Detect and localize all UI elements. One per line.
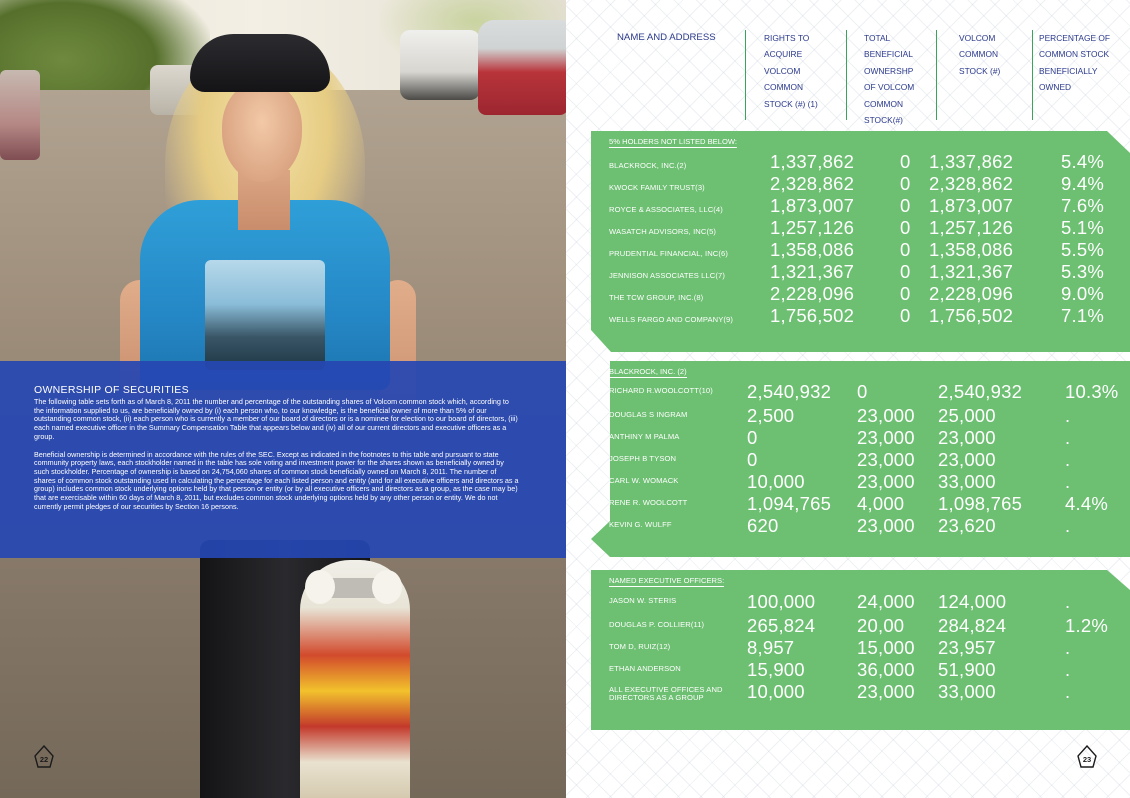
holder-row-value: 0 — [900, 195, 911, 216]
officer-row-value: 20,00 — [857, 615, 905, 636]
director-row-value: 33,000 — [938, 471, 996, 492]
holder-row-value: 2,228,096 — [770, 283, 855, 304]
holder-row-name: BLACKROCK, INC.(2) — [609, 161, 687, 170]
director-row-value: 4.4% — [1065, 493, 1108, 514]
director-row-value: . — [1065, 449, 1071, 470]
header-line: ACQUIRE — [764, 49, 803, 60]
holder-row-name: WELLS FARGO AND COMPANY(9) — [609, 315, 733, 324]
ownership-heading: OWNERSHIP OF SECURITIES — [34, 384, 189, 396]
director-row-value: 2,540,932 — [747, 381, 832, 402]
header-line: COMMON — [864, 98, 904, 109]
officer-row-value: 23,957 — [938, 637, 996, 658]
column-header-percent — [1039, 30, 1129, 96]
header-line: COMMON STOCK — [1039, 49, 1110, 60]
holder-row-value: 1,321,367 — [770, 261, 855, 282]
skateboard-wheel — [372, 570, 402, 604]
holder-row-value: 0 — [900, 239, 911, 260]
director-row-value: . — [1065, 427, 1071, 448]
ownership-paragraph: Beneficial ownership is determined in accordance with the rules of the SEC. Except as indicated in the footnotes to this table and pursuant to state community property laws, each stockholder named in the table has sole voting and investment power for the shares shown as beneficially owned by such stockholder. Percentage of ownership is based on 24,754,060 shares of common stock beneficially owned on March 8, 2011. The number of shares of common stock outstanding used in calculating the percentage for each listed person and entity (and for all executive officers and directors as a group) includes common stock underlying options held by that person or entity (or by all executive officers and directors as a group, as the case may be) that are exercisable within 60 days of March 8, 2011, but excludes common stock underlying options held by any other person or entity. We do not currently permit pledges of our securities by Section 16 persons. — [34, 449, 519, 511]
header-line: RIGHTS TO — [764, 33, 810, 43]
holder-row-name: KWOCK FAMILY TRUST(3) — [609, 183, 705, 192]
column-header-name: NAME AND ADDRESS — [617, 32, 716, 43]
header-line: BENEFICIALLY — [1039, 65, 1098, 76]
director-row-name: ANTHINY M PALMA — [609, 432, 680, 441]
holder-row-name: THE TCW GROUP, INC.(8) — [609, 293, 704, 302]
header-line: OWNERSHP — [864, 65, 914, 76]
skateboard-wheel — [305, 570, 335, 604]
holder-row-value: 1,873,007 — [929, 195, 1014, 216]
section-title: NAMED EXECUTIVE OFFICERS: — [609, 576, 725, 585]
header-line: VOLCOM — [959, 33, 996, 43]
holder-row-value: 0 — [900, 283, 911, 304]
column-divider — [1032, 30, 1033, 120]
director-row-value: 10,000 — [747, 471, 805, 492]
director-row-value: 4,000 — [857, 493, 905, 514]
officer-row-value: . — [1065, 637, 1071, 658]
holder-row-value: 0 — [900, 217, 911, 238]
officer-row-value: 15,900 — [747, 659, 805, 680]
header-line: COMMON — [959, 49, 999, 60]
holder-row-value: 1,337,862 — [929, 151, 1014, 172]
photo-car-red — [478, 20, 566, 115]
director-row-name: RICHARD R.WOOLCOTT(10) — [609, 386, 713, 395]
officer-row-value: 8,957 — [747, 637, 795, 658]
section-title: BLACKROCK, INC. (2) — [609, 367, 687, 376]
holder-row-value: 2,328,862 — [929, 173, 1014, 194]
director-row-value: 1,094,765 — [747, 493, 832, 514]
director-row-name: JOSEPH B TYSON — [609, 454, 677, 463]
holder-row-value: 2,228,096 — [929, 283, 1014, 304]
holder-row-value: 0 — [900, 305, 911, 326]
skater-hat — [190, 34, 330, 92]
page-number-right — [1077, 745, 1097, 769]
column-divider — [745, 30, 746, 120]
director-row-name: DOUGLAS S INGRAM — [609, 410, 688, 419]
section-title: 5% HOLDERS NOT LISTED BELOW: — [609, 137, 738, 146]
director-row-value: 23,000 — [938, 449, 996, 470]
holder-row-name: JENNISON ASSOCIATES LLC(7) — [609, 271, 725, 280]
header-line: STOCK (#) — [959, 65, 1001, 76]
director-row-value: . — [1065, 405, 1071, 426]
holder-row-value: 1,321,367 — [929, 261, 1014, 282]
column-header-total — [864, 30, 934, 128]
header-line: VOLCOM — [764, 65, 801, 76]
column-divider — [846, 30, 847, 120]
director-row-name: CARL W. WOMACK — [609, 476, 679, 485]
director-row-value: 23,000 — [857, 449, 915, 470]
officer-row-value: 124,000 — [938, 591, 1007, 612]
officer-row-value: . — [1065, 591, 1071, 612]
holder-row-value: 1,873,007 — [770, 195, 855, 216]
officer-row-value: 33,000 — [938, 681, 996, 702]
officer-row-name: ETHAN ANDERSON — [609, 664, 681, 673]
officer-row-value: . — [1065, 681, 1071, 702]
page-number-label: 23 — [1082, 754, 1092, 764]
officer-row-value: 100,000 — [747, 591, 816, 612]
director-row-value: 23,000 — [857, 471, 915, 492]
ownership-text-block — [34, 384, 519, 511]
holder-row-value: 0 — [900, 151, 911, 172]
header-line: BENEFICIAL — [864, 49, 913, 60]
header-line: PERCENTAGE OF — [1039, 33, 1111, 43]
officer-row-name: DOUGLAS P. COLLIER(11) — [609, 620, 705, 629]
holder-row-value: 5.1% — [1061, 217, 1104, 238]
officer-row-name: TOM D, RUIZ(12) — [609, 642, 671, 651]
photo-car-left — [0, 70, 40, 160]
director-row-value: 0 — [857, 381, 868, 402]
director-row-value: 25,000 — [938, 405, 996, 426]
director-row-value: 0 — [747, 449, 758, 470]
officer-row-name: JASON W. STERIS — [609, 596, 677, 605]
officer-row-value: 1.2% — [1065, 615, 1108, 636]
director-row-value: 10.3% — [1065, 381, 1119, 402]
officer-row-value: 23,000 — [857, 681, 915, 702]
officer-row-name: ALL EXECUTIVE OFFICES AND DIRECTORS AS A GROUP — [609, 685, 723, 702]
holder-row-value: 1,358,086 — [770, 239, 855, 260]
officer-row-value: 51,900 — [938, 659, 996, 680]
officer-row-value: 15,000 — [857, 637, 915, 658]
officer-row-value: 284,824 — [938, 615, 1007, 636]
holder-row-value: 0 — [900, 173, 911, 194]
director-row-name: RENE R. WOOLCOTT — [609, 498, 688, 507]
officer-row-value: 24,000 — [857, 591, 915, 612]
holder-row-value: 2,328,862 — [770, 173, 855, 194]
director-row-value: 23,620 — [938, 515, 996, 536]
holder-row-name: WASATCH ADVISORS, INC(5) — [609, 227, 717, 236]
officer-row-value: 10,000 — [747, 681, 805, 702]
header-line: STOCK (#) (1) — [764, 98, 818, 109]
holder-row-value: 7.1% — [1061, 305, 1104, 326]
holder-row-value: 7.6% — [1061, 195, 1104, 216]
holder-row-name: PRUDENTIAL FINANCIAL, INC(6) — [609, 249, 728, 258]
skater-face — [222, 82, 302, 182]
column-header-rights — [764, 30, 844, 112]
director-row-value: 620 — [747, 515, 779, 536]
holder-row-value: 9.4% — [1061, 173, 1104, 194]
column-divider — [936, 30, 937, 120]
skateboard-truck — [328, 578, 378, 598]
header-line: COMMON — [764, 82, 804, 93]
director-row-value: . — [1065, 515, 1071, 536]
holder-row-value: 5.4% — [1061, 151, 1104, 172]
officer-row-value: . — [1065, 659, 1071, 680]
officer-row-value: 36,000 — [857, 659, 915, 680]
header-line: STOCK(#) — [864, 115, 903, 126]
holder-row-value: 9.0% — [1061, 283, 1104, 304]
director-row-value: . — [1065, 471, 1071, 492]
header-line: OWNED — [1039, 82, 1072, 93]
header-line: TOTAL — [864, 33, 891, 43]
holder-row-value: 1,756,502 — [929, 305, 1014, 326]
page-number-label: 22 — [39, 754, 49, 764]
director-row-value: 23,000 — [857, 427, 915, 448]
officer-row-value: 265,824 — [747, 615, 816, 636]
director-row-value: 1,098,765 — [938, 493, 1023, 514]
holder-row-value: 1,257,126 — [929, 217, 1014, 238]
holder-row-value: 1,756,502 — [770, 305, 855, 326]
holder-row-value: 5.5% — [1061, 239, 1104, 260]
director-row-value: 23,000 — [938, 427, 996, 448]
director-row-value: 2,500 — [747, 405, 795, 426]
skater-shirt-print — [205, 260, 325, 370]
column-header-volcom — [959, 30, 1029, 79]
director-row-value: 23,000 — [857, 515, 915, 536]
director-row-value: 0 — [747, 427, 758, 448]
ownership-paragraph: The following table sets forth as of March 8, 2011 the number and percentage of the outstanding shares of Volcom common stock which, according to the information supplied to us, are beneficially owned by (i) each person who, to our knowledge, is the beneficial owner of more than 5% of our outstanding common stock, (ii) each person who is currently a member of our board of directors or is a nominee for election to our board of directors, (iii) each named executive officer in the Summary Compensation Table that appears below and (iv) all of our current directors and executive officers as a group. — [34, 397, 518, 441]
holder-row-value: 1,337,862 — [770, 151, 855, 172]
header-line: OF VOLCOM — [864, 82, 915, 93]
holder-row-value: 0 — [900, 261, 911, 282]
director-row-value: 2,540,932 — [938, 381, 1023, 402]
holder-row-value: 5.3% — [1061, 261, 1104, 282]
director-row-name: KEVIN G. WULFF — [609, 520, 672, 529]
holder-row-name: ROYCE & ASSOCIATES, LLC(4) — [609, 205, 723, 214]
holder-row-value: 1,257,126 — [770, 217, 855, 238]
holder-row-value: 1,358,086 — [929, 239, 1014, 260]
page-number-left — [34, 745, 54, 769]
director-row-value: 23,000 — [857, 405, 915, 426]
